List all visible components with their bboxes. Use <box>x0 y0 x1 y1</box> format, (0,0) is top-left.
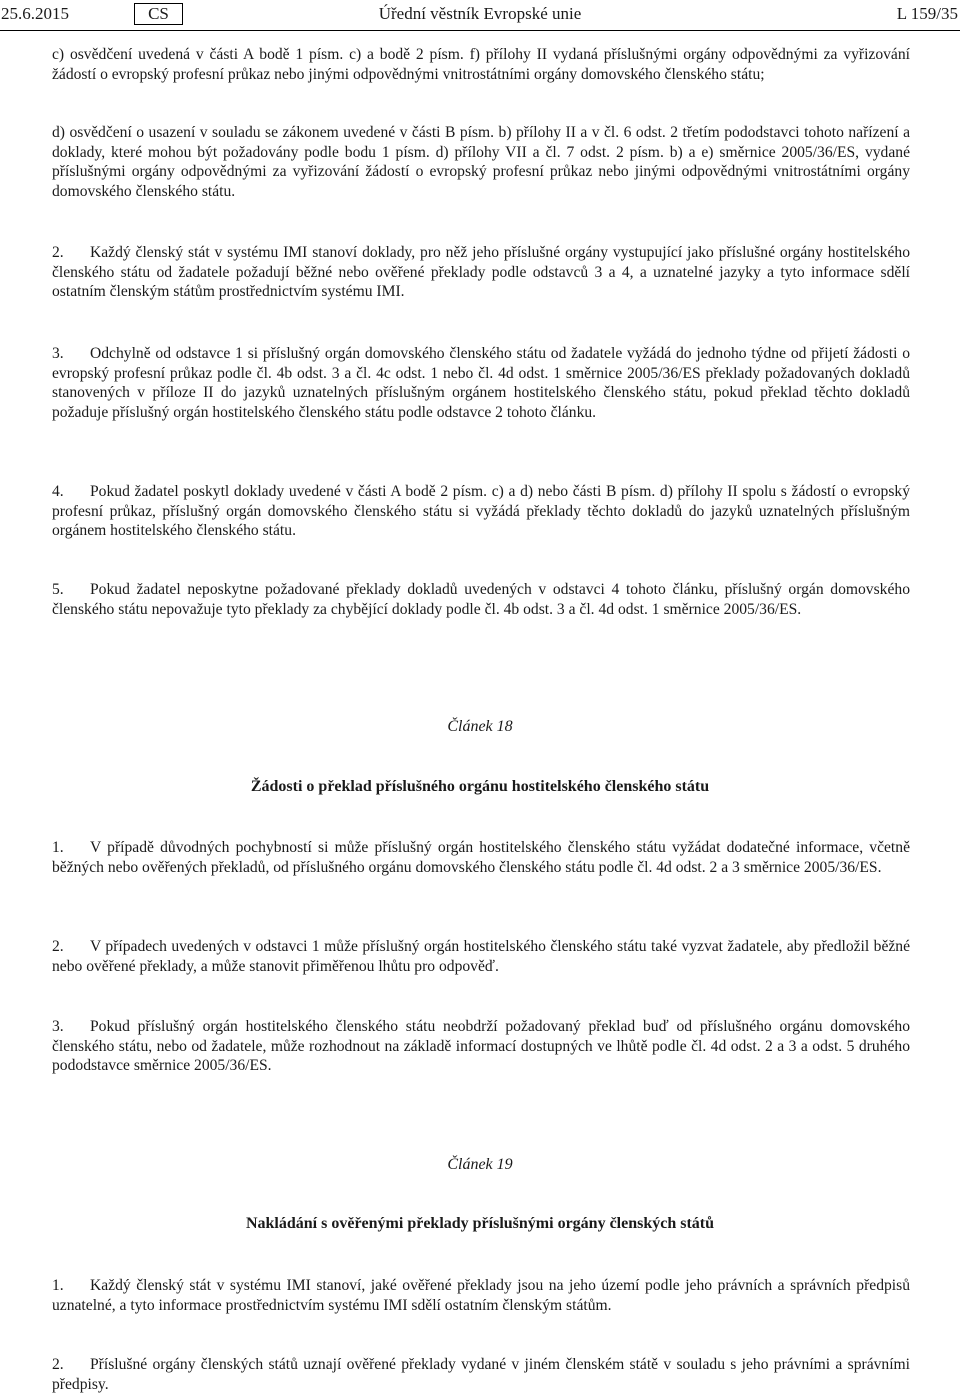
paragraph-number: 2. <box>52 1356 64 1373</box>
paragraph-number: 4. <box>52 483 64 500</box>
page-header <box>0 0 960 31</box>
paragraph-text: V případech uvedených v odstavci 1 může příslušný orgán hostitelského členského státu také vyzvat žadatele, aby předložil běžné nebo ověřené překlady, a může stanovit přiměřenou lhůtu pro odpověď. <box>52 938 910 975</box>
article-19-title: Nakládání s ověřenými překlady příslušnými orgány členských států <box>245 1215 715 1232</box>
paragraph-text: V případě důvodných pochybností si může příslušný orgán hostitelského členského státu vyžádat dodatečné informace, včetně běžných nebo ověřených překladů, od příslušného orgánu domovského členského státu podle čl. 4d odst. 2 a 3 směrnice 2005/36/ES. <box>52 839 910 876</box>
language-badge: CS <box>134 3 183 25</box>
article-19-label: Článek 19 <box>447 1156 513 1173</box>
article-18-label: Článek 18 <box>447 718 513 735</box>
paragraph-text: Pokud žadatel poskytl doklady uvedené v části A bodě 2 písm. c) a d) nebo části B písm. d) přílohy II spolu s žádostí o evropský profesní průkaz, příslušný orgán domovského členského státu si vyžádá překlady těchto dokladů do jazyků uznatelných příslušným orgánem hostitelského členského státu. <box>52 483 910 539</box>
paragraph-c: c) osvědčení uvedená v části A bodě 1 písm. c) a bodě 2 písm. f) přílohy II vydaná příslušnými orgány odpovědnými za vyřizování žádostí o evropský profesní průkaz nebo jinými odpovědnými vnitrostátními orgány domovského členského státu; <box>52 46 910 83</box>
paragraph-2 <box>52 243 910 302</box>
article-18-paragraph-1 <box>52 838 910 877</box>
paragraph-number: 1. <box>52 1277 64 1294</box>
paragraph-text: Každý členský stát v systému IMI stanoví, jaké ověřené překlady jsou na jeho území podle jeho právních a správních předpisů uznatelné, a tyto informace prostřednictvím systému IMI sdělí ostatním členským státům. <box>52 1277 910 1314</box>
paragraph-3 <box>52 344 910 422</box>
article-19-paragraph-2 <box>52 1355 910 1394</box>
paragraph-text: Odchylně od odstavce 1 si příslušný orgán domovského členského státu od žadatele vyžádá do jednoho týdne od přijetí žádosti o evropský profesní průkaz podle čl. 4b odst. 3 a čl. 4c odst. 1 nebo čl. 4d odst. 1 směrnice 2005/36/ES překlady požadovaných dokladů stanovených v příloze II do jazyků uznatelných příslušným orgánem hostitelského členského státu, pokud překlad těchto dokladů požaduje příslušný orgán hostitelského členského státu podle odstavce 2 tohoto článku. <box>52 345 910 421</box>
article-18-title: Žádosti o překlad příslušného orgánu hostitelského členského státu <box>250 778 710 795</box>
paragraph-number: 1. <box>52 839 64 856</box>
paragraph-number: 3. <box>52 345 64 362</box>
article-18-paragraph-2 <box>52 937 910 976</box>
paragraph-number: 2. <box>52 938 64 955</box>
paragraph-4 <box>52 482 910 541</box>
paragraph-number: 5. <box>52 581 64 598</box>
paragraph-d: d) osvědčení o usazení v souladu se zákonem uvedené v části B písm. b) přílohy II a v čl. 6 odst. 2 třetím pododstavci tohoto nařízení a doklady, které mohou být požadovány podle bodu 1 písm. d) přílohy VII a čl. 7 odst. 2 písm. b) a e) směrnice 2005/36/ES, vydané příslušnými orgány odpovědnými za vyřizování žádostí o evropský profesní průkaz nebo jinými odpovědnými vnitrostátními orgány domovského členského státu. <box>52 124 910 200</box>
publication-date: 25.6.2015 <box>1 4 69 23</box>
article-19-paragraph-1 <box>52 1276 910 1315</box>
paragraph-text: Pokud příslušný orgán hostitelského členského státu neobdrží požadovaný překlad buď od příslušného orgánu domovského členského státu, nebo od žadatele, může rozhodnout na základě informací dostupných ve lhůtě podle čl. 4d odst. 2 a 3 a odst. 5 druhého pododstavce směrnice 2005/36/ES. <box>52 1018 910 1074</box>
paragraph-text: Pokud žadatel neposkytne požadované překlady dokladů uvedených v odstavci 4 tohoto článku, příslušný orgán domovského členského státu nepovažuje tyto překlady za chybějící doklady podle čl. 4b odst. 3 a čl. 4d odst. 1 směrnice 2005/36/ES. <box>52 581 910 618</box>
page-number: L 159/35 <box>896 4 958 23</box>
paragraph-5 <box>52 580 910 619</box>
article-18-paragraph-3 <box>52 1017 910 1076</box>
paragraph-number: 2. <box>52 244 64 261</box>
paragraph-text: Příslušné orgány členských států uznají ověřené překlady vydané v jiném členském státě v souladu s jeho právními a správními předpisy. <box>52 1356 910 1393</box>
paragraph-number: 3. <box>52 1018 64 1035</box>
paragraph-text: Každý členský stát v systému IMI stanoví doklady, pro něž jeho příslušné orgány vystupující jako příslušné orgány hostitelského členského státu od žadatele požadují běžné nebo ověřené překlady podle odstavců 3 a 4, a uznatelné jazyky a tyto informace sdělí ostatním členským státům prostřednictvím systému IMI. <box>52 244 910 300</box>
journal-title: Úřední věstník Evropské unie <box>378 4 582 23</box>
